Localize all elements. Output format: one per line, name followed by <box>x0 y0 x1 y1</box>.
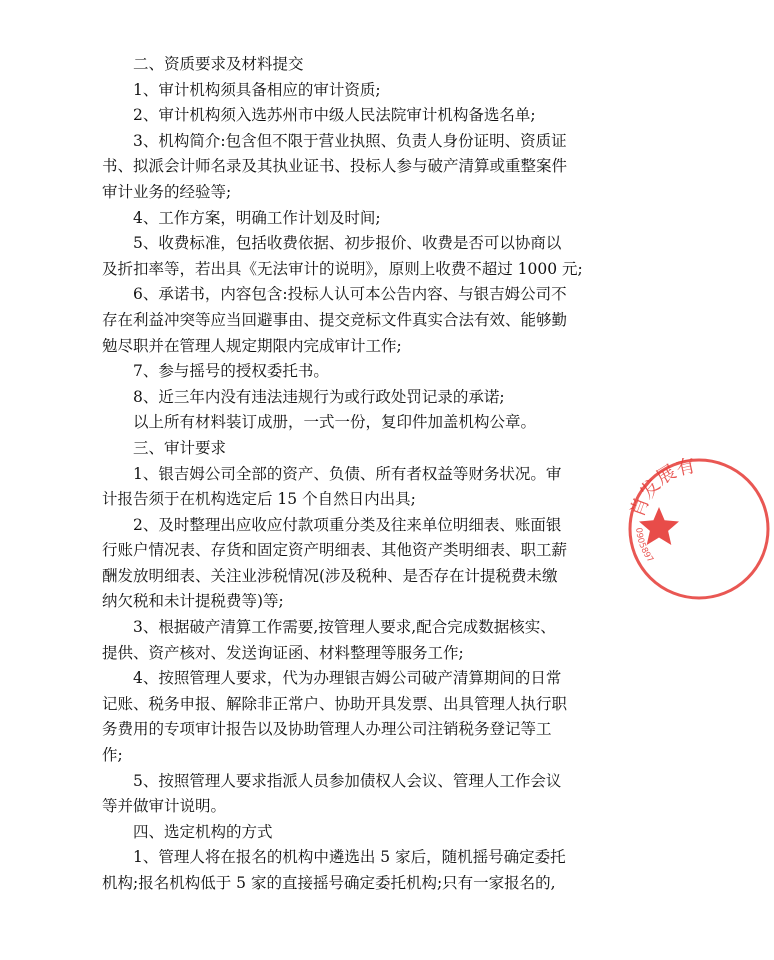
text-line: 等并做审计说明。 <box>102 797 227 816</box>
text-line: 行账户情况表、存货和固定资产明细表、其他资产类明细表、职工薪 <box>102 541 568 560</box>
text-line: 3、机构简介:包含但不限于营业执照、负责人身份证明、资质证 <box>133 131 567 150</box>
text-line: 1、银吉姆公司全部的资产、负债、所有者权益等财务状况。审 <box>133 464 562 483</box>
text-line: 6、承诺书，内容包含:投标人认可本公告内容、与银吉姆公司不 <box>133 285 567 304</box>
text-line: 7、参与摇号的授权委托书。 <box>133 362 329 381</box>
text-line: 3、根据破产清算工作需要,按管理人要求,配合完成数据核实、 <box>133 618 556 637</box>
text-line: 1、审计机构须具备相应的审计资质; <box>133 80 381 99</box>
text-line: 及折扣率等，若出具《无法审计的说明》，原则上收费不超过 1000 元; <box>102 259 583 278</box>
text-line: 4、按照管理人要求，代为办理银吉姆公司破产清算期间的日常 <box>133 669 562 688</box>
text-line: 提供、资产核对、发送询证函、材料整理等服务工作; <box>102 643 464 662</box>
text-line: 机构;报名机构低于 5 家的直接摇号确定委托机构;只有一家报名的, <box>102 874 556 892</box>
text-line: 书、拟派会计师名录及其执业证书、投标人参与破产清算或重整案件 <box>102 157 568 176</box>
seal-arc-text: 肖发展有 <box>626 454 698 520</box>
text-line: 计报告须于在机构选定后 15 个自然日内出具; <box>102 490 416 509</box>
document-body <box>102 52 588 897</box>
company-seal <box>624 454 774 604</box>
text-line: 以上所有材料装订成册，一式一份，复印件加盖机构公章。 <box>133 413 537 432</box>
seal-code-text: 0905897 <box>633 527 656 565</box>
text-line: 存在利益冲突等应当回避事由、提交竞标文件真实合法有效、能够勤 <box>102 310 568 329</box>
text-line: 4、工作方案，明确工作计划及时间; <box>133 208 381 227</box>
text-line: 勉尽职并在管理人规定期限内完成审计工作; <box>102 336 402 355</box>
text-line: 2、审计机构须入选苏州市中级人民法院审计机构备选名单; <box>133 106 536 125</box>
text-line: 务费用的专项审计报告以及协助管理人办理公司注销税务登记等工 <box>102 720 552 739</box>
text-line: 1、管理人将在报名的机构中遴选出 5 家后，随机摇号确定委托 <box>133 848 566 867</box>
text-line: 二、资质要求及材料提交 <box>133 55 304 73</box>
text-line: 审计业务的经验等; <box>102 182 232 201</box>
text-line: 四、选定机构的方式 <box>133 822 273 841</box>
text-line: 三、审计要求 <box>133 438 227 457</box>
text-line: 纳欠税和未计提税费等)等; <box>102 592 284 611</box>
text-line: 5、按照管理人要求指派人员参加债权人会议、管理人工作会议 <box>133 771 562 790</box>
text-line: 作; <box>102 746 123 765</box>
text-line: 记账、税务申报、解除非正常户、协助开具发票、出具管理人执行职 <box>102 694 568 713</box>
text-line: 8、近三年内没有违法违规行为或行政处罚记录的承诺; <box>133 387 505 406</box>
text-line: 酬发放明细表、关注业涉税情况(涉及税种、是否存在计提税费未缴 <box>102 566 558 585</box>
text-line: 5、收费标准，包括收费依据、初步报价、收费是否可以协商以 <box>133 234 562 253</box>
text-line: 2、及时整理出应收应付款项重分类及往来单位明细表、账面银 <box>133 515 562 534</box>
